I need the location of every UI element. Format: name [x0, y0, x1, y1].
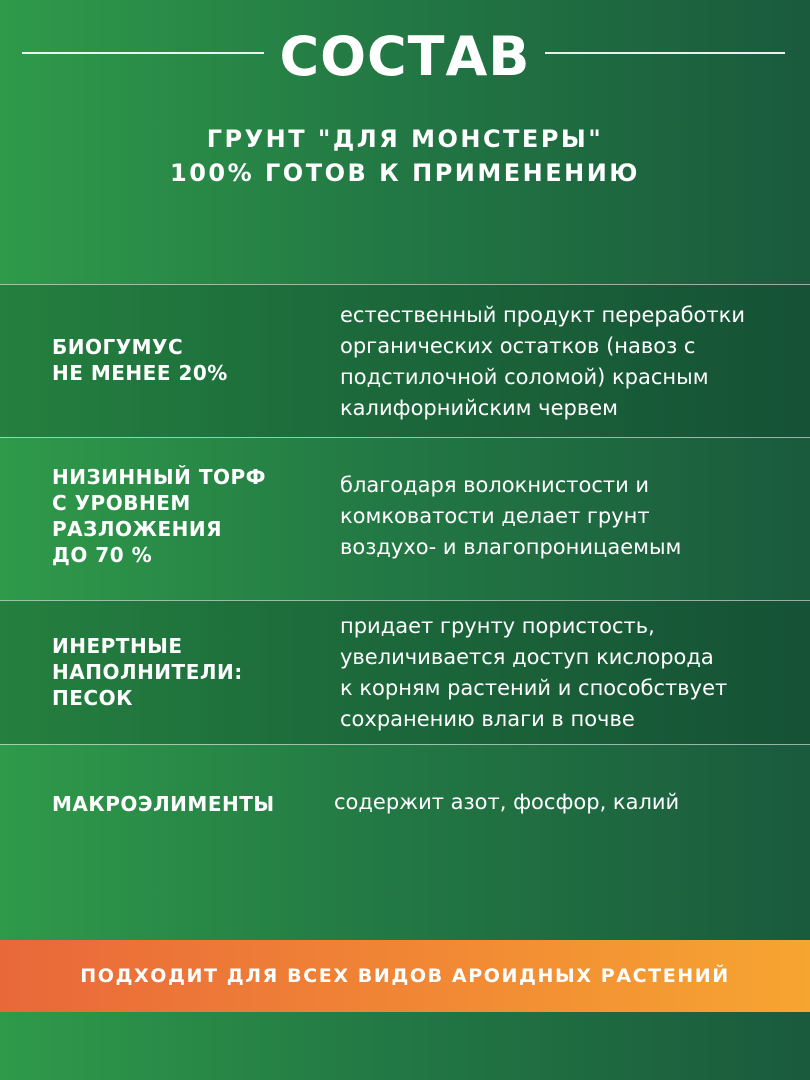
title-divider-right — [545, 52, 785, 54]
row-description-line: благодаря волокнистости и — [340, 473, 650, 497]
row-label-line: ПЕСОК — [52, 686, 133, 710]
row-description — [334, 787, 679, 818]
page-title: СОСТАВ — [279, 25, 531, 88]
row-label — [52, 464, 266, 568]
subtitle-line-1: ГРУНТ "ДЛЯ МОНСТЕРЫ" — [206, 125, 604, 153]
header — [0, 0, 810, 110]
row-label — [52, 334, 228, 386]
row-label-line: РАЗЛОЖЕНИЯ — [52, 517, 222, 541]
banner-text: ПОДХОДИТ ДЛЯ ВСЕХ ВИДОВ АРОИДНЫХ РАСТЕНИЙ — [80, 965, 730, 987]
row-label-line: НЕ МЕНЕЕ 20% — [52, 361, 228, 385]
row-description-line: органических остатков (навоз с — [340, 334, 696, 358]
composition-row-fillers — [0, 600, 810, 744]
row-description — [340, 611, 727, 735]
row-label-line: МАКРОЭЛИМЕНТЫ — [52, 792, 275, 816]
row-label — [52, 791, 275, 817]
composition-row-macro — [0, 744, 810, 865]
row-description-line: сохранению влаги в почве — [340, 707, 635, 731]
row-description-line: подстилочной соломой) красным — [340, 365, 709, 389]
subtitle — [0, 122, 810, 190]
row-description-line: калифорнийским червем — [340, 396, 618, 420]
row-label-line: ДО 70 % — [52, 543, 153, 567]
subtitle-line-2: 100% ГОТОВ К ПРИМЕНЕНИЮ — [170, 159, 640, 187]
row-description-line: комковатости делает грунт — [340, 504, 650, 528]
row-label — [52, 633, 243, 711]
row-description-line: воздухо- и влагопроницаемым — [340, 535, 682, 559]
row-label-line: БИОГУМУС — [52, 335, 184, 359]
suitability-banner — [0, 940, 810, 1012]
row-description — [340, 470, 681, 563]
row-label-line: НИЗИННЫЙ ТОРФ — [52, 465, 266, 489]
row-description-line: увеличивается доступ кислорода — [340, 645, 714, 669]
row-description-line: к корням растений и способствует — [340, 676, 728, 700]
row-description-line: естественный продукт переработки — [340, 303, 745, 327]
row-description — [340, 300, 745, 424]
row-description-line: придает грунту пористость, — [340, 614, 655, 638]
composition-row-peat — [0, 437, 810, 600]
row-description-line: содержит азот, фосфор, калий — [334, 790, 680, 814]
row-label-line: НАПОЛНИТЕЛИ: — [52, 660, 243, 684]
row-label-line: ИНЕРТНЫЕ — [52, 634, 183, 658]
composition-row-biohumus — [0, 284, 810, 437]
row-label-line: С УРОВНЕМ — [52, 491, 191, 515]
